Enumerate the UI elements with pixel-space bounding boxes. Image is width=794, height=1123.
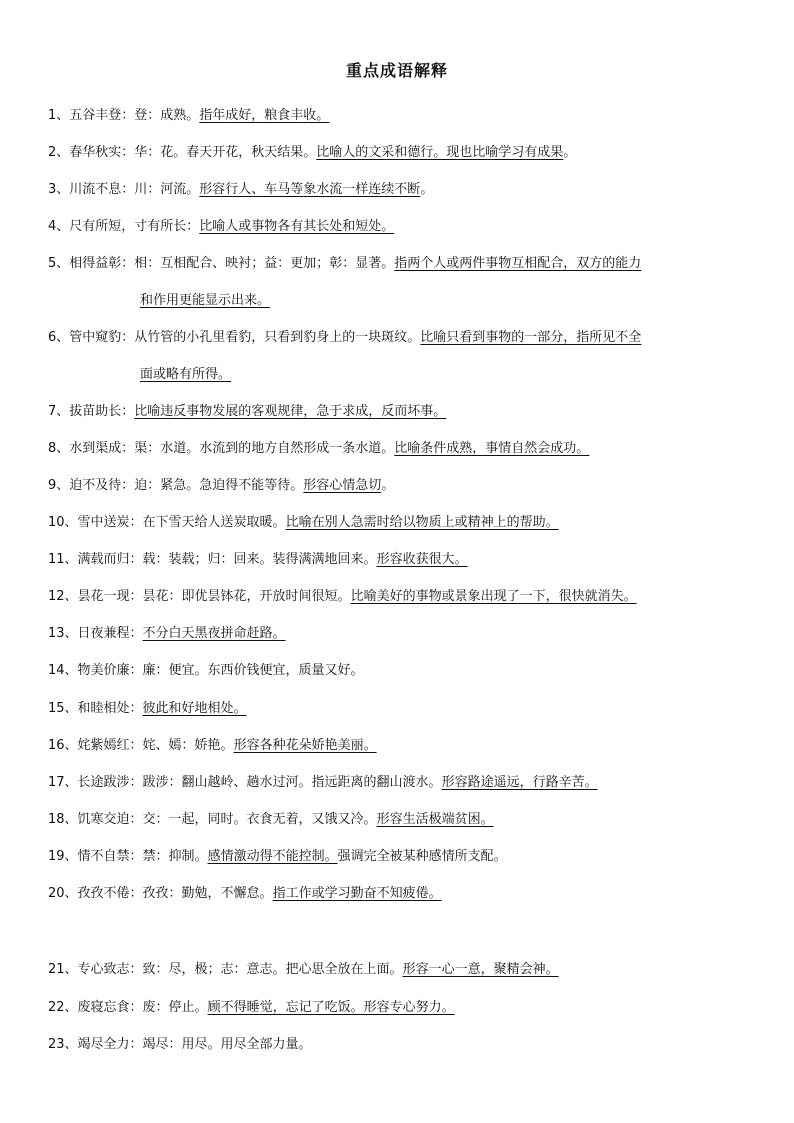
idiom-gloss: 废：停止。 xyxy=(142,1000,208,1015)
idiom-heading: 19、情不自禁： xyxy=(48,849,143,864)
idiom-meaning: 形容一心一意，聚精会神。 xyxy=(402,962,559,977)
idiom-heading: 22、废寝忘食： xyxy=(48,1000,143,1015)
idiom-meaning: 形容心情急切 xyxy=(303,478,382,493)
idiom-tail: 。 xyxy=(563,145,577,160)
idiom-entry xyxy=(48,812,494,828)
idiom-entry xyxy=(48,515,559,531)
idiom-meaning: 指年成好，粮食丰收。 xyxy=(199,108,330,123)
idiom-heading: 3、川流不息： xyxy=(48,182,135,197)
idiom-entry xyxy=(48,626,286,642)
idiom-entry xyxy=(48,663,364,679)
idiom-entry xyxy=(48,108,329,124)
idiom-gloss: 竭尽：用尽。用尽全部力量。 xyxy=(142,1037,312,1052)
idiom-heading: 23、竭尽全力： xyxy=(48,1037,143,1052)
idiom-heading: 2、春华秋实： xyxy=(48,145,135,160)
idiom-entry-continuation xyxy=(140,367,231,383)
idiom-gloss: 姹、嫣：娇艳。 xyxy=(142,738,234,753)
idiom-entry xyxy=(48,849,507,865)
idiom-gloss: 交：一起，同时。衣食无着，又饿又冷。 xyxy=(142,812,377,827)
idiom-heading: 6、管中窥豹： xyxy=(48,330,135,345)
idiom-meaning: 形容收获很大。 xyxy=(376,552,468,567)
idiom-heading: 4、尺有所短，寸有所长： xyxy=(48,219,200,234)
idiom-entry xyxy=(48,1000,455,1016)
idiom-entry xyxy=(48,552,468,568)
idiom-gloss: 相：互相配合、映衬；益：更加；彰：显著。 xyxy=(134,256,395,271)
idiom-meaning: 比喻美好的事物或景象出现了一下，很快就消失。 xyxy=(350,589,637,604)
idiom-gloss: 渠：水道。水流到的地方自然形成一条水道。 xyxy=(134,441,395,456)
idiom-entry xyxy=(48,962,559,978)
idiom-meaning: 比喻人或事物各有其长处和短处。 xyxy=(199,219,395,234)
idiom-entry-continuation xyxy=(140,293,270,309)
idiom-meaning: 形容生活极端贫困。 xyxy=(376,812,494,827)
idiom-gloss: 致：尽，极；志：意志。把心思全放在上面。 xyxy=(142,962,403,977)
idiom-heading: 12、昙花一现： xyxy=(48,589,143,604)
idiom-gloss: 载：装载；归：回来。装得满满地回来。 xyxy=(142,552,377,567)
idiom-gloss: 廉：便宜。东西价钱便宜，质量又好。 xyxy=(142,663,364,678)
idiom-heading: 18、饥寒交迫： xyxy=(48,812,143,827)
idiom-heading: 14、物美价廉： xyxy=(48,663,143,678)
idiom-meaning: 形容行人、车马等象水流一样连续不断 xyxy=(199,182,421,197)
idiom-entry xyxy=(48,738,377,754)
idiom-meaning: 比喻在别人急需时给以物质上或精神上的帮助。 xyxy=(285,515,559,530)
idiom-meaning: 形容各种花朵娇艳美丽。 xyxy=(233,738,377,753)
idiom-gloss: 跋涉：翻山越岭、趟水过河。指远距离的翻山渡水。 xyxy=(142,775,442,790)
idiom-meaning: 顾不得睡觉，忘记了吃饭。形容专心努力。 xyxy=(207,1000,455,1015)
idiom-gloss: 登：成熟。 xyxy=(134,108,200,123)
idiom-gloss: 川：河流。 xyxy=(134,182,200,197)
idiom-meaning: 比喻条件成熟，事情自然会成功。 xyxy=(394,441,590,456)
idiom-entry xyxy=(48,886,442,902)
idiom-heading: 9、迫不及待： xyxy=(48,478,135,493)
idiom-entry xyxy=(48,1037,312,1053)
idiom-heading: 1、五谷丰登： xyxy=(48,108,135,123)
idiom-entry xyxy=(48,775,598,791)
idiom-meaning: 指工作或学习勤奋不知疲倦。 xyxy=(272,886,442,901)
idiom-heading: 11、满载而归： xyxy=(48,552,143,567)
idiom-meaning: 面或略有所得。 xyxy=(140,367,232,382)
idiom-entry xyxy=(48,182,433,198)
idiom-heading: 20、孜孜不倦： xyxy=(48,886,143,901)
idiom-entry xyxy=(48,441,589,457)
idiom-entry xyxy=(48,256,641,272)
idiom-gloss: 在下雪天给人送炭取暖。 xyxy=(142,515,286,530)
idiom-meaning: 形容路途遥远，行路辛苦。 xyxy=(441,775,598,790)
page-title: 重点成语解释 xyxy=(345,61,448,80)
idiom-heading: 17、长途跋涉： xyxy=(48,775,143,790)
idiom-meaning: 彼此和好地相处。 xyxy=(142,701,247,716)
idiom-tail: 。 xyxy=(420,182,434,197)
idiom-heading: 7、拔苗助长： xyxy=(48,404,135,419)
idiom-meaning: 指两个人或两件事物互相配合，双方的能力 xyxy=(394,256,642,271)
idiom-heading: 5、相得益彰： xyxy=(48,256,135,271)
idiom-gloss: 从竹管的小孔里看豹，只看到豹身上的一块斑纹。 xyxy=(134,330,421,345)
idiom-meaning: 比喻人的文采和德行。现也比喻学习有成果 xyxy=(316,145,564,160)
idiom-gloss: 孜孜：勤勉，不懈怠。 xyxy=(142,886,273,901)
idiom-tail: 强调完全被某种感情所支配。 xyxy=(337,849,507,864)
idiom-meaning: 感情激动得不能控制。 xyxy=(207,849,338,864)
idiom-meaning: 比喻违反事物发展的客观规律，急于求成，反而坏事。 xyxy=(134,404,447,419)
idiom-entry xyxy=(48,404,446,420)
idiom-meaning: 和作用更能显示出来。 xyxy=(140,293,271,308)
idiom-entry xyxy=(48,145,576,161)
idiom-gloss: 昙花：即优昙钵花，开放时间很短。 xyxy=(142,589,351,604)
idiom-gloss: 迫：紧急。急迫得不能等待。 xyxy=(134,478,304,493)
idiom-heading: 15、和睦相处： xyxy=(48,701,143,716)
idiom-heading: 10、雪中送炭： xyxy=(48,515,143,530)
idiom-entry xyxy=(48,478,394,494)
idiom-heading: 13、日夜兼程： xyxy=(48,626,143,641)
idiom-gloss: 华：花。春天开花，秋天结果。 xyxy=(134,145,317,160)
idiom-entry xyxy=(48,330,641,346)
idiom-heading: 21、专心致志： xyxy=(48,962,143,977)
idiom-heading: 8、水到渠成： xyxy=(48,441,135,456)
idiom-heading: 16、姹紫嫣红： xyxy=(48,738,143,753)
idiom-entry xyxy=(48,589,637,605)
idiom-entry xyxy=(48,701,247,717)
idiom-meaning: 比喻只看到事物的一部分，指所见不全 xyxy=(420,330,642,345)
idiom-tail: 。 xyxy=(381,478,395,493)
idiom-entry xyxy=(48,219,394,235)
idiom-meaning: 不分白天黑夜拼命赶路。 xyxy=(142,626,286,641)
idiom-gloss: 禁：抑制。 xyxy=(142,849,208,864)
